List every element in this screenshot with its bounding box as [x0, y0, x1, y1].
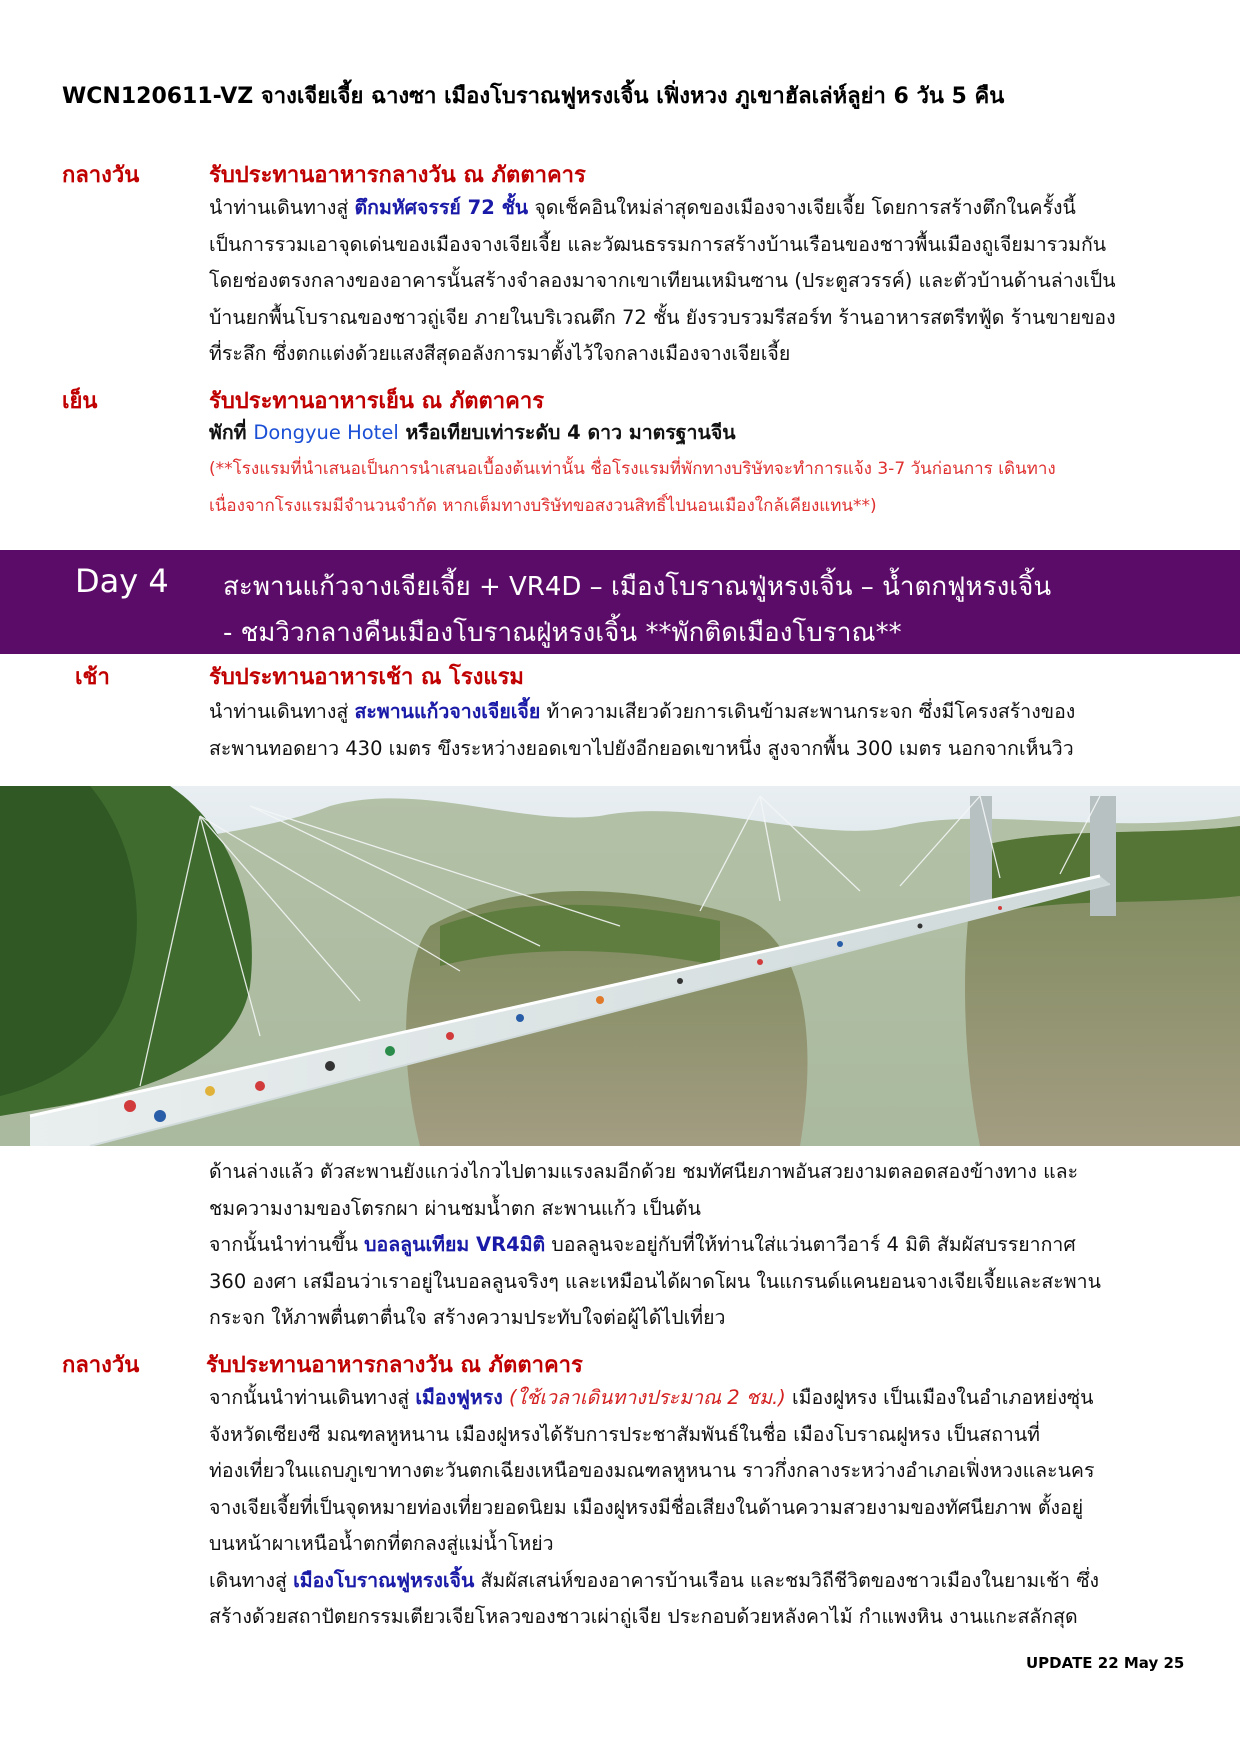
note-line: (**โรงแรมที่นำเสนอเป็นการนำเสนอเบื้องต้นเท่านั้น ชื่อโรงแรมที่พักทางบริษัทจะทำการแจ้ง 3-7 วันก่อนการ เดินทาง	[209, 459, 1056, 479]
highlight-place: บอลลูนเทียม VR4มิติ	[364, 1233, 546, 1256]
highlight-place: ตึกมหัศจรรย์ 72 ชั้น	[354, 196, 529, 219]
text-line: จางเจียเจี้ยที่เป็นจุดหมายท่องเที่ยวยอดนิยม เมืองฝูหรงมีชื่อเสียงในด้านความสวยงามของทัศนียภาพ ตั้งอยู่	[209, 1495, 1084, 1519]
glass-bridge-photo	[0, 786, 1240, 1146]
lunch-row	[62, 157, 1182, 191]
hotel-line: พักที่ Dongyue Hotel หรือเทียบเท่าระดับ 4 ดาว มาตรฐานจีน	[209, 421, 736, 444]
highlight-place: เมืองโบราณฟูหรงเจิ้น	[293, 1568, 475, 1592]
lunch-row-2	[62, 1347, 1182, 1381]
highlight-place: สะพานแก้วจางเจียเจี้ย	[354, 700, 541, 723]
lunch-text: รับประทานอาหารกลางวัน ณ ภัตตาคาร	[209, 163, 586, 188]
paragraph-furong-town	[209, 1380, 1179, 1636]
text-line: สะพานทอดยาว 430 เมตร ขึงระหว่างยอดเขาไปยังอีกยอดเขาหนึ่ง สูงจากพื้น 300 เมตร นอกจากเห็นวิว	[209, 736, 1074, 760]
text-line: โดยช่องตรงกลางของอาคารนั้นสร้างจำลองมาจากเขาเทียนเหมินซาน (ประตูสวรรค์) และตัวบ้านด้านล่างเป็น	[209, 269, 1116, 292]
lunch-label: กลางวัน	[62, 1353, 140, 1378]
text-line: นำท่านเดินทางสู่ สะพานแก้วจางเจียเจี้ย ท้าความเสียวด้วยการเดินข้ามสะพานกระจก ซึ่งมีโครงสร้างของ	[209, 700, 1076, 723]
text-line: 360 องศา เสมือนว่าเราอยู่ในบอลลูนจริงๆ และเหมือนได้ผาดโผน ในแกรนด์แคนยอนจางเจียเจี้ยและสะพาน	[209, 1269, 1101, 1293]
update-date: UPDATE 22 May 25	[1026, 1654, 1185, 1672]
dinner-label: เย็น	[62, 389, 98, 414]
paragraph-glass-bridge	[209, 694, 1179, 767]
text-line: นำท่านเดินทางสู่ ตึกมหัศจรรย์ 72 ชั้น จุดเช็คอินใหม่ล่าสุดของเมืองจางเจียเจี้ย โดยการสร้างตึกในครั้งนี้	[209, 196, 1076, 219]
text-line: ชมความงามของโตรกผา ผ่านชมน้ำตก สะพานแก้ว เป็นต้น	[209, 1196, 701, 1220]
hotel-note	[209, 451, 1179, 525]
text-line: ด้านล่างแล้ว ตัวสะพานยังแกว่งไกวไปตามแรงลมอีกด้วย ชมทัศนียภาพอันสวยงามตลอดสองข้างทาง และ	[209, 1160, 1079, 1183]
text-line: บนหน้าผาเหนือน้ำตกที่ตกลงสู่แม่น้ำโหย่ว	[209, 1532, 554, 1555]
paragraph-72-floor-building	[209, 190, 1179, 373]
travel-time: (ใช้เวลาเดินทางประมาณ 2 ชม.)	[508, 1386, 786, 1409]
page-title: WCN120611-VZ จางเจียเจี้ย ฉางซา เมืองโบราณฟูหรงเจิ้น เฟิ่งหวง ภูเขาฮัลเล่ห์ลูย่า 6 วัน 5 คืน	[62, 84, 1005, 109]
dinner-row	[62, 383, 1182, 417]
text-line: เป็นการรวมเอาจุดเด่นของเมืองจางเจียเจี้ย และวัฒนธรรมการสร้างบ้านเรือนของชาวพื้นเมืองถูเจียมารวมกัน	[209, 232, 1107, 256]
breakfast-text: รับประทานอาหารเช้า ณ โรงแรม	[209, 665, 524, 690]
text-line: สร้างด้วยสถาปัตยกรรมเตียวเจียโหลวของชาวเผ่าถู่เจีย ประกอบด้วยหลังคาไม้ กำแพงหิน งานแกะสลักสุด	[209, 1605, 1078, 1628]
dinner-text: รับประทานอาหารเย็น ณ ภัตตาคาร	[209, 389, 545, 414]
day-label: Day 4	[75, 562, 169, 600]
text-line: ที่ระลึก ซึ่งตกแต่งด้วยแสงสีสุดอลังการมาตั้งไว้ใจกลางเมืองจางเจียเจี้ย	[209, 342, 791, 365]
text-line: จากนั้นนำท่านขึ้น บอลลูนเทียม VR4มิติ บอลลูนจะอยู่กับที่ให้ท่านใส่แว่นตาวีอาร์ 4 มิติ สัมผัสบรรยากาศ	[209, 1233, 1076, 1256]
hotel-name: Dongyue Hotel	[253, 421, 399, 444]
day-title-line2: - ชมวิวกลางคืนเมืองโบราณฝู่หรงเจิ้น **พักติดเมืองโบราณ**	[223, 618, 902, 648]
highlight-place: เมืองฟูหรง	[415, 1386, 503, 1409]
day-banner	[0, 550, 1240, 654]
glass-bridge-illustration	[0, 786, 1240, 1146]
lunch-text: รับประทานอาหารกลางวัน ณ ภัตตาคาร	[206, 1353, 583, 1378]
text-line: จากนั้นนำท่านเดินทางสู่ เมืองฟูหรง (ใช้เวลาเดินทางประมาณ 2 ชม.) เมืองฝูหรง เป็นเมืองในอำเภอหย่งซุ่น	[209, 1386, 1094, 1409]
text-line: บ้านยกพื้นโบราณของชาวถู่เจีย ภายในบริเวณตึก 72 ชั้น ยังรวบรวมรีสอร์ท ร้านอาหารสตรีทฟู้ด ร้านขายของ	[209, 305, 1116, 329]
text-line: เดินทางสู่ เมืองโบราณฟูหรงเจิ้น สัมผัสเสน่ห์ของอาคารบ้านเรือน และชมวิถีชีวิตของชาวเมืองในยามเช้า ซึ่ง	[209, 1568, 1100, 1592]
breakfast-label: เช้า	[75, 665, 110, 690]
note-line: เนื่องจากโรงแรมมีจำนวนจำกัด หากเต็มทางบริษัทขอสงวนสิทธิ์ไปนอนเมืองใกล้เคียงแทน**)	[209, 496, 877, 516]
text-line: ท่องเที่ยวในแถบภูเขาทางตะวันตกเฉียงเหนือของมณฑลหูหนาน ราวกึ่งกลางระหว่างอำเภอเฟิ่งหวงและนคร	[209, 1459, 1095, 1482]
text-line: จังหวัดเซียงซี มณฑลหูหนาน เมืองฝูหรงได้รับการประชาสัมพันธ์ในชื่อ เมืองโบราณฝูหรง เป็นสถานที่	[209, 1422, 1041, 1446]
breakfast-row	[62, 659, 1182, 693]
paragraph-vr-balloon	[209, 1154, 1179, 1337]
day-title-line1: สะพานแก้วจางเจียเจี้ย + VR4D – เมืองโบราณฟู่หรงเจิ้น – น้ำตกฟูหรงเจิ้น	[223, 572, 1052, 602]
text-line: กระจก ให้ภาพตื่นตาตื่นใจ สร้างความประทับใจต่อผู้ได้ไปเที่ยว	[209, 1306, 726, 1329]
lunch-label: กลางวัน	[62, 163, 140, 188]
